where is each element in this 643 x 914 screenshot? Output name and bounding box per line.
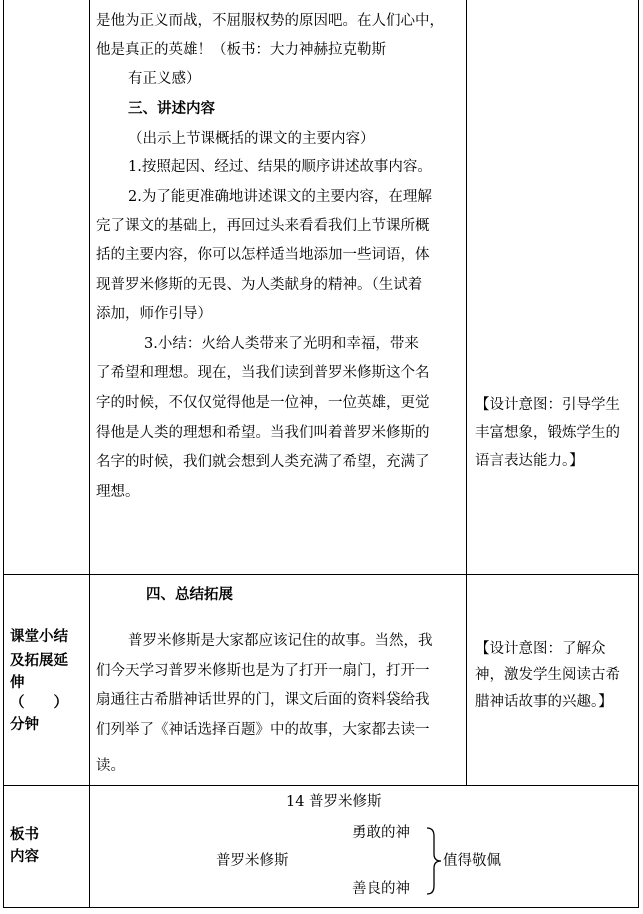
blackboard-conclusion: 值得敬佩 [443,853,501,869]
row3-label-line-1: 板书 [10,826,39,843]
table-left-border [3,0,4,908]
row1-line-7: 2.为了能更准确地讲述课文的主要内容，在理解 [128,189,432,205]
row1-line-8: 完了课文的基础上，再回过头来看看我们上节课所概 [96,218,430,234]
row1-line-12: 3.小结：火给人类带来了光明和幸福，带来 [144,336,419,352]
row2-line-4: 们列举了《神话选择百题》中的故事，大家都去读一 [96,722,430,738]
row2-line-3: 扇通往古希腊神话世界的门，课文后面的资料袋给我 [96,692,430,708]
row1-design-intent-1: 【设计意图：引导学生 [475,397,620,413]
row2-label-line-2: 及拓展延 [10,652,68,669]
row2-design-intent-3: 腊神话故事的兴趣。】 [475,694,613,710]
row1-line-1: 是他为正义而战，不屈服权势的原因吧。在人们心中， [96,13,444,29]
section-heading-4: 四、总结拓展 [146,586,233,603]
table-right-border [638,0,639,908]
row-divider-1 [3,574,639,575]
section-heading-3: 三、讲述内容 [128,100,215,117]
row2-label-line-1: 课堂小结 [10,628,68,645]
row1-line-16: 名字的时候，我们就会想到人类充满了希望，充满了 [96,454,430,470]
row2-label-line-5: 分钟 [10,716,39,733]
row1-design-intent-3: 语言表达能力。】 [475,453,584,469]
label-column-divider [89,0,90,908]
row2-line-5: 读。 [96,758,125,774]
row1-line-15: 得他是人类的理想和希望。当我们叫着普罗米修斯的 [96,425,430,441]
row1-line-17: 理想。 [96,484,140,500]
blackboard-title: 14 普罗米修斯 [286,794,382,810]
row1-line-3: 有正义感） [128,71,201,87]
row1-design-intent-2: 丰富想象，锻炼学生的 [475,425,620,441]
row2-design-intent-1: 【设计意图：了解众 [475,641,606,657]
row2-label-line-3: 伸 [10,674,25,691]
row1-line-5: （出示上节课概括的课文的主要内容） [128,131,375,147]
row2-label-line-4: （ ） [10,694,68,711]
row1-line-11: 添加，师作引导） [96,306,212,322]
curly-brace-icon [425,826,443,896]
row-divider-2 [3,785,639,786]
blackboard-subject: 普罗米修斯 [216,853,289,869]
row1-line-13: 了希望和理想。现在，当我们读到普罗米修斯这个名 [96,365,430,381]
blackboard-trait-kind: 善良的神 [352,881,410,897]
blackboard-trait-brave: 勇敢的神 [352,825,410,841]
row1-line-10: 现普罗米修斯的无畏、为人类献身的精神。（生试着 [96,277,423,293]
table-bottom-border [3,907,639,908]
row1-line-9: 括的主要内容，你可以怎样适当地添加一些词语，体 [96,247,430,263]
row2-line-2: 们今天学习普罗米修斯也是为了打开一扇门，打开一 [96,663,430,679]
row1-line-14: 字的时候，不仅仅觉得他是一位神，一位英雄，更觉 [96,395,430,411]
row1-line-6: 1.按照起因、经过、结果的顺序讲述故事内容。 [128,159,432,175]
row2-design-intent-2: 神，激发学生阅读古希 [475,667,620,683]
row1-line-2: 他是真正的英雄！（板书：大力神赫拉克勒斯 [96,42,386,58]
row3-label-line-2: 内容 [10,848,39,865]
row2-line-1: 普罗米修斯是大家都应该记住的故事。当然，我 [128,633,433,649]
design-column-divider [466,0,467,785]
